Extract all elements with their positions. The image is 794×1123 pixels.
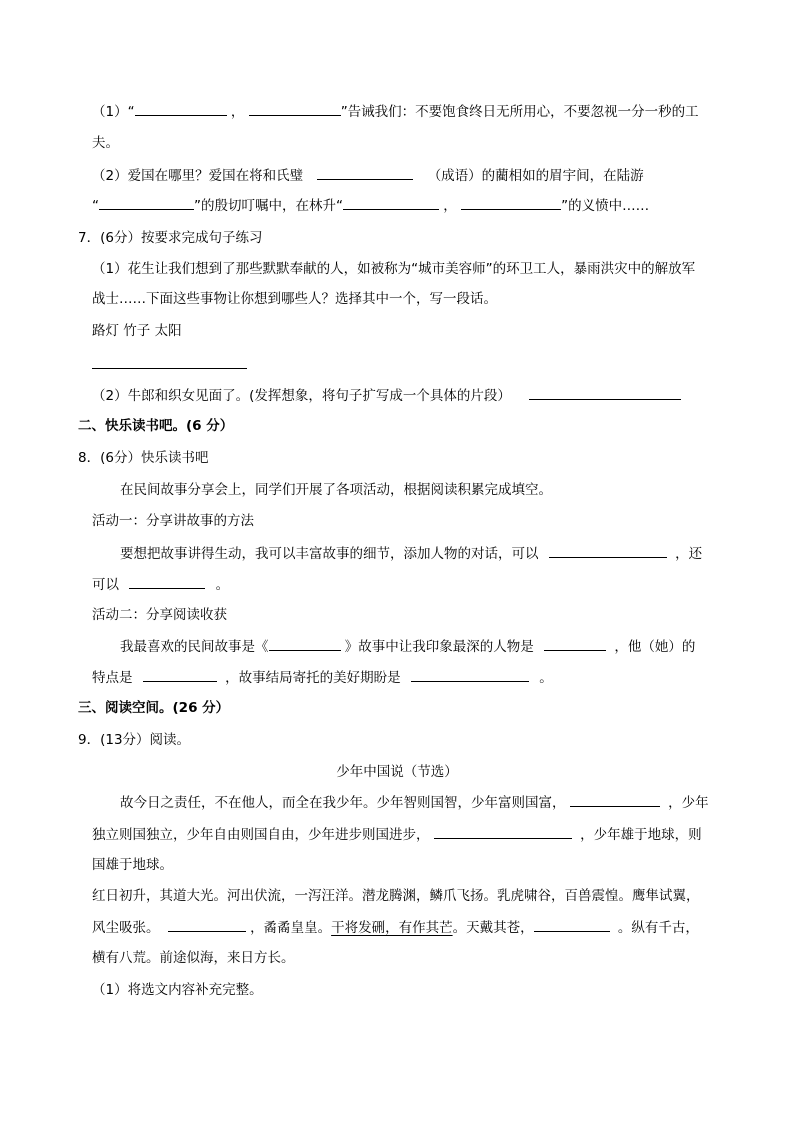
answer-blank[interactable] xyxy=(534,917,610,932)
answer-blank[interactable] xyxy=(461,195,561,210)
q8-activity2-line2 xyxy=(92,667,553,688)
answer-blank[interactable] xyxy=(129,574,205,589)
passage-line-6: 横有八荒。前途似海，来日方长。 xyxy=(92,950,295,966)
text: ，矞矞皇皇。 xyxy=(250,920,332,936)
q8-activity2-line1 xyxy=(120,636,695,657)
answer-blank[interactable] xyxy=(317,165,413,180)
answer-blank[interactable] xyxy=(269,636,341,651)
q6-part2-line1 xyxy=(92,165,644,186)
q7-part2 xyxy=(92,385,681,406)
answer-blank[interactable] xyxy=(143,667,217,682)
q6-part1-line2: 夫。 xyxy=(92,135,119,151)
answer-blank[interactable] xyxy=(544,636,606,651)
q7-heading: 7．(6分）按要求完成句子练习 xyxy=(78,230,263,246)
answer-blank[interactable] xyxy=(570,792,660,807)
text: ”的殷切叮嘱中，在林升“ xyxy=(194,198,343,214)
text: 。 xyxy=(539,670,553,686)
answer-blank[interactable] xyxy=(135,101,227,116)
text: 。天戴其苍， xyxy=(452,920,534,936)
text: ，故事结局寄托的美好期盼是 xyxy=(225,670,401,686)
text: ， xyxy=(443,198,457,214)
passage-line-4: 红日初升，其道大光。河出伏流，一泻汪洋。潜龙腾渊，鳞爪飞扬。乳虎啸谷，百兽震惶。鹰隼试翼， xyxy=(92,888,700,904)
text: ， xyxy=(230,104,245,120)
underlined-phrase: 干将发硎，有作其芒 xyxy=(331,920,453,936)
q8-activity1-title: 活动一：分享讲故事的方法 xyxy=(92,513,254,529)
text: ”告诫我们：不要饱食终日无所用心，不要忽视一分一秒的工 xyxy=(340,104,699,120)
text: 。 xyxy=(215,577,230,593)
section-3-heading: 三、阅读空间。(26 分） xyxy=(78,700,230,716)
q7-part1-line2: 战士……下面这些事物让你想到哪些人？选择其中一个，写一段话。 xyxy=(92,291,497,307)
q8-activity1-line1 xyxy=(120,543,702,564)
q7-items: 路灯 竹子 太阳 xyxy=(92,323,182,339)
text: ”的义愤中…… xyxy=(561,198,650,214)
answer-blank[interactable] xyxy=(411,667,529,682)
text: （成语）的藺相如的眉宇间，在陆游 xyxy=(427,168,644,184)
text: “ xyxy=(92,198,99,214)
section-2-heading: 二、快乐读书吧。(6 分） xyxy=(78,418,234,434)
answer-blank[interactable] xyxy=(343,195,439,210)
q6-part1-line1 xyxy=(92,101,699,122)
passage-line-3: 国雄于地球。 xyxy=(92,857,173,873)
q6-part2-line2 xyxy=(92,195,649,216)
q7-answer-line[interactable] xyxy=(92,354,247,375)
text: 可以 xyxy=(92,577,119,593)
passage-title: 少年中国说（节选） xyxy=(336,764,458,780)
text: 》故事中让我印象最深的人物是 xyxy=(344,639,534,655)
text: 我最喜欢的民间故事是《 xyxy=(120,639,269,655)
passage-line-5 xyxy=(92,917,699,938)
text: 要想把故事讲得生动，我可以丰富故事的细节，添加人物的对话，可以 xyxy=(120,546,539,562)
q8-heading: 8．(6分）快乐读书吧 xyxy=(78,450,209,466)
q9-sub1: （1）将选文内容补充完整。 xyxy=(92,982,263,998)
text: （2）牛郎和织女见面了。(发挥想象，将句子扩写成一个具体的片段） xyxy=(92,388,511,404)
q8-activity1-line2 xyxy=(92,574,229,595)
text: 。纵有千古， xyxy=(617,920,699,936)
answer-blank[interactable] xyxy=(529,385,681,400)
passage-line-1 xyxy=(120,792,709,813)
q7-part1-line1: （1）花生让我们想到了那些默默奉献的人，如被称为“城市美容师”的环卫工人，暴雨洪灾中的解放军 xyxy=(92,261,696,277)
answer-blank[interactable] xyxy=(168,917,246,932)
answer-blank[interactable] xyxy=(92,354,247,369)
text: 故今日之责任，不在他人，而全在我少年。少年智则国智，少年富则国富， xyxy=(120,795,566,811)
passage-line-2 xyxy=(92,824,702,845)
answer-blank[interactable] xyxy=(434,824,572,839)
text: 独立则国独立，少年自由则国自由，少年进步则国进步， xyxy=(92,827,430,843)
text: ，还 xyxy=(675,546,703,562)
answer-blank[interactable] xyxy=(549,543,667,558)
text: ，少年 xyxy=(668,795,709,811)
q8-activity2-title: 活动二：分享阅读收获 xyxy=(92,607,227,623)
text: ，他（她）的 xyxy=(614,639,696,655)
text: 风尘吸张。 xyxy=(92,920,160,936)
text: （1）“ xyxy=(92,104,135,120)
text: （2）爱国在哪里？爱国在将和氏璧 xyxy=(92,168,304,184)
answer-blank[interactable] xyxy=(249,101,341,116)
answer-blank[interactable] xyxy=(99,195,194,210)
q8-intro: 在民间故事分享会上，同学们开展了各项活动，根据阅读积累完成填空。 xyxy=(120,482,552,498)
text: ，少年雄于地球，则 xyxy=(580,827,702,843)
q9-heading: 9．(13分）阅读。 xyxy=(78,732,191,748)
text: 特点是 xyxy=(92,670,133,686)
